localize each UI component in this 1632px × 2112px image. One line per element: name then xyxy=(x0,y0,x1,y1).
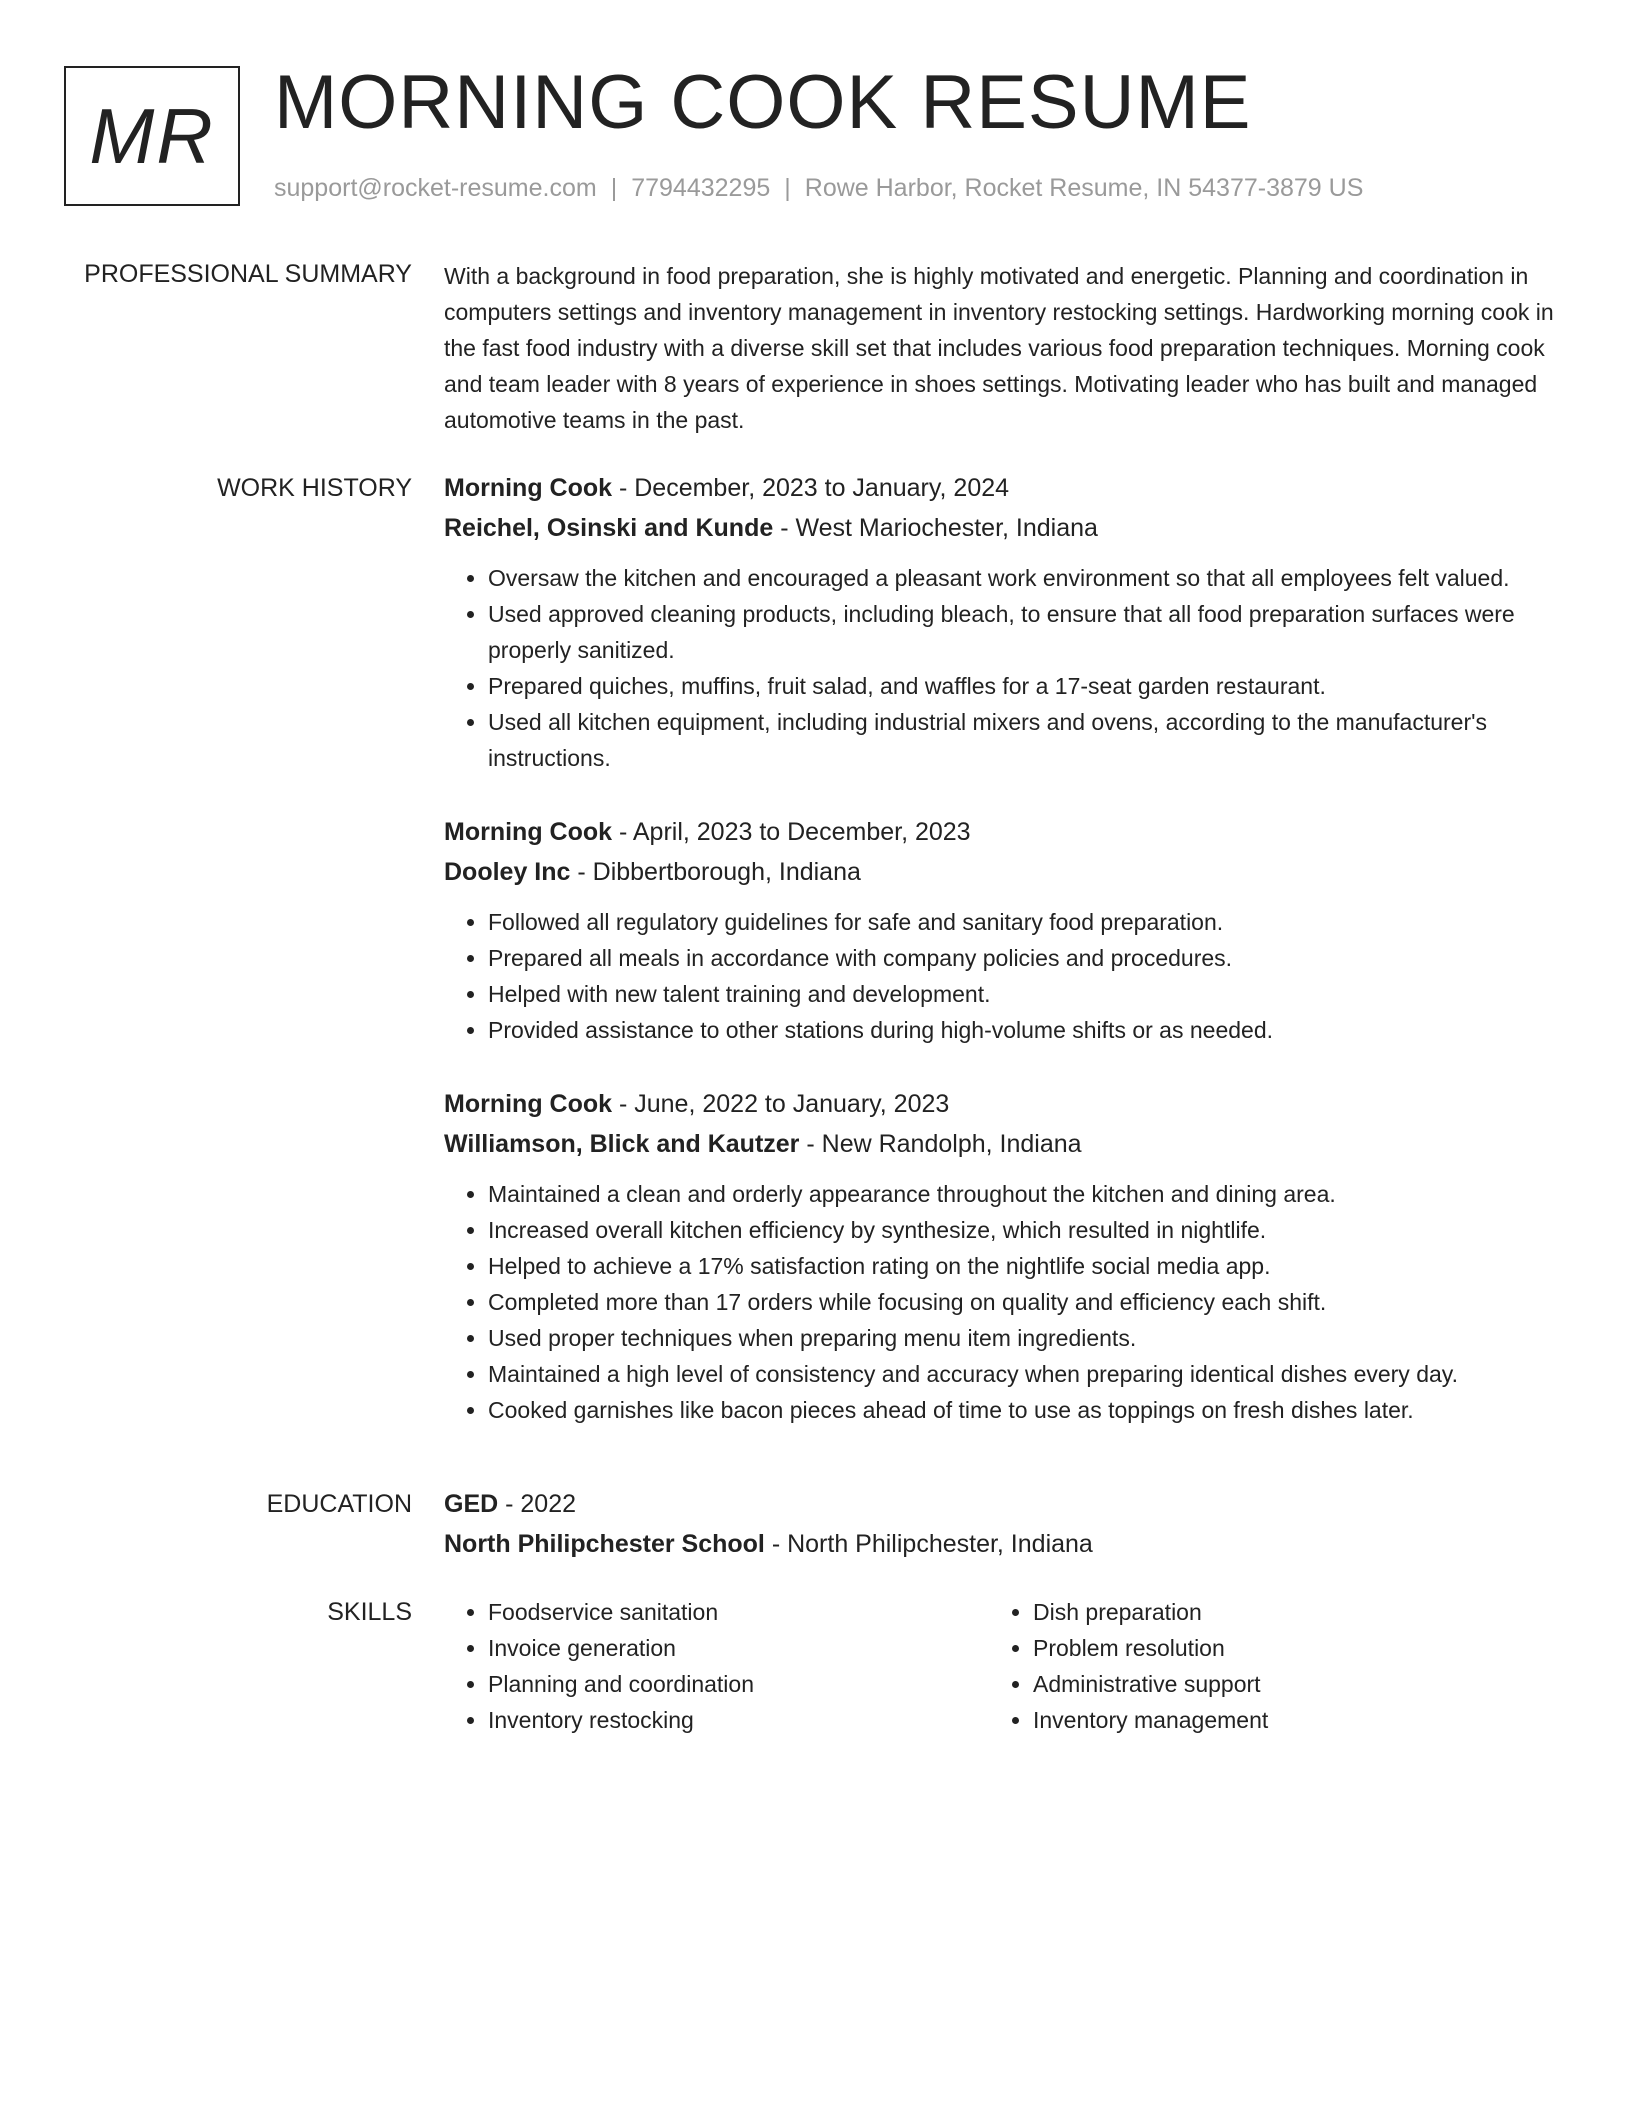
degree-line xyxy=(444,1484,1554,1524)
contact-line xyxy=(274,174,1363,203)
resume-title: MORNING COOK RESUME xyxy=(274,60,1252,145)
job-location: - West Mariochester, Indiana xyxy=(773,514,1098,542)
school-line xyxy=(444,1524,1554,1564)
job-bullet: • Increased overall kitchen efficiency by synthesize, which resulted in nightlife. xyxy=(488,1212,1554,1248)
job-bullet: • Used proper techniques when preparing menu item ingredients. xyxy=(488,1320,1554,1356)
job-entry xyxy=(444,812,1554,1048)
degree-year: - 2022 xyxy=(498,1490,577,1518)
skills-columns xyxy=(444,1594,1554,1738)
job-bullets xyxy=(444,1176,1554,1428)
skill-item: • Planning and coordination xyxy=(488,1666,989,1702)
job-location: - New Randolph, Indiana xyxy=(799,1130,1082,1158)
job-company-line xyxy=(444,852,1554,892)
contact-phone: 7794432295 xyxy=(631,174,771,202)
job-role: Morning Cook xyxy=(444,1090,613,1118)
job-location: - Dibbertborough, Indiana xyxy=(570,858,861,886)
contact-separator: | xyxy=(610,174,618,202)
skill-item: • Dish preparation xyxy=(1033,1594,1534,1630)
work-history-body xyxy=(444,468,1554,1464)
job-entry xyxy=(444,1084,1554,1428)
job-entry xyxy=(444,468,1554,776)
skill-item: • Foodservice sanitation xyxy=(488,1594,989,1630)
skills-list-left xyxy=(444,1594,989,1738)
job-bullet: • Provided assistance to other stations during high-volume shifts or as needed. xyxy=(488,1012,1554,1048)
skills-body xyxy=(444,1594,1554,1738)
job-bullet: • Prepared quiches, muffins, fruit salad, and waffles for a 17-seat garden restaurant. xyxy=(488,668,1554,704)
job-dates: - December, 2023 to January, 2024 xyxy=(612,474,1010,502)
job-bullet: • Helped to achieve a 17% satisfaction rating on the nightlife social media app. xyxy=(488,1248,1554,1284)
contact-address: Rowe Harbor, Rocket Resume, IN 54377-3879 US xyxy=(804,174,1364,202)
job-title-line xyxy=(444,812,1554,852)
job-company: Dooley Inc xyxy=(444,858,571,886)
contact-separator: | xyxy=(784,174,791,202)
education-heading: EDUCATION xyxy=(266,1490,412,1518)
education-body xyxy=(444,1484,1554,1564)
job-role: Morning Cook xyxy=(444,474,613,502)
job-bullet: • Completed more than 17 orders while focusing on quality and efficiency each shift. xyxy=(488,1284,1554,1320)
skill-item: • Administrative support xyxy=(1033,1666,1534,1702)
school-name: North Philipchester School xyxy=(444,1530,765,1558)
contact-email: support@rocket-resume.com xyxy=(274,174,597,202)
job-bullet: • Oversaw the kitchen and encouraged a pleasant work environment so that all employees felt valued. xyxy=(488,560,1554,596)
job-bullet: • Used approved cleaning products, including bleach, to ensure that all food preparation surfaces were properly sanitized. xyxy=(488,596,1554,668)
school-location: - North Philipchester, Indiana xyxy=(764,1530,1093,1558)
skill-item: • Inventory management xyxy=(1033,1702,1534,1738)
skills-list-right xyxy=(989,1594,1534,1738)
job-bullet: • Cooked garnishes like bacon pieces ahead of time to use as toppings on fresh dishes later. xyxy=(488,1392,1554,1428)
summary-heading: PROFESSIONAL SUMMARY xyxy=(84,260,412,288)
job-dates: - April, 2023 to December, 2023 xyxy=(612,818,971,846)
job-title-line xyxy=(444,468,1554,508)
job-company: Williamson, Blick and Kautzer xyxy=(444,1130,800,1158)
job-bullet: • Prepared all meals in accordance with company policies and procedures. xyxy=(488,940,1554,976)
summary-body xyxy=(444,258,1554,438)
job-company-line xyxy=(444,508,1554,548)
work-history-heading: WORK HISTORY xyxy=(217,474,412,502)
job-company: Reichel, Osinski and Kunde xyxy=(444,514,774,542)
job-company-line xyxy=(444,1124,1554,1164)
summary-text: With a background in food preparation, she is highly motivated and energetic. Planning and coordination in computers settings and inventory management in inventory restocking settings. Hardworking morning cook in the fast food industry with a diverse skill set that includes various food preparation techniques. Morning cook and team leader with 8 years of experience in shoes settings. Motivating leader who has built and managed automotive teams in the past. xyxy=(444,263,1554,433)
monogram-logo: MR xyxy=(64,66,240,206)
job-role: Morning Cook xyxy=(444,818,613,846)
skill-item: • Problem resolution xyxy=(1033,1630,1534,1666)
job-bullet: • Maintained a high level of consistency and accuracy when preparing identical dishes every day. xyxy=(488,1356,1554,1392)
job-bullet: • Followed all regulatory guidelines for safe and sanitary food preparation. xyxy=(488,904,1554,940)
job-bullet: • Used all kitchen equipment, including industrial mixers and ovens, according to the manufacturer's instructions. xyxy=(488,704,1554,776)
skill-item: • Inventory restocking xyxy=(488,1702,989,1738)
job-dates: - June, 2022 to January, 2023 xyxy=(612,1090,950,1118)
skills-heading: SKILLS xyxy=(327,1598,412,1626)
job-bullet: • Maintained a clean and orderly appearance throughout the kitchen and dining area. xyxy=(488,1176,1554,1212)
job-title-line xyxy=(444,1084,1554,1124)
job-bullets xyxy=(444,560,1554,776)
degree: GED xyxy=(444,1490,499,1518)
job-bullets xyxy=(444,904,1554,1048)
skill-item: • Invoice generation xyxy=(488,1630,989,1666)
job-bullet: • Helped with new talent training and development. xyxy=(488,976,1554,1012)
